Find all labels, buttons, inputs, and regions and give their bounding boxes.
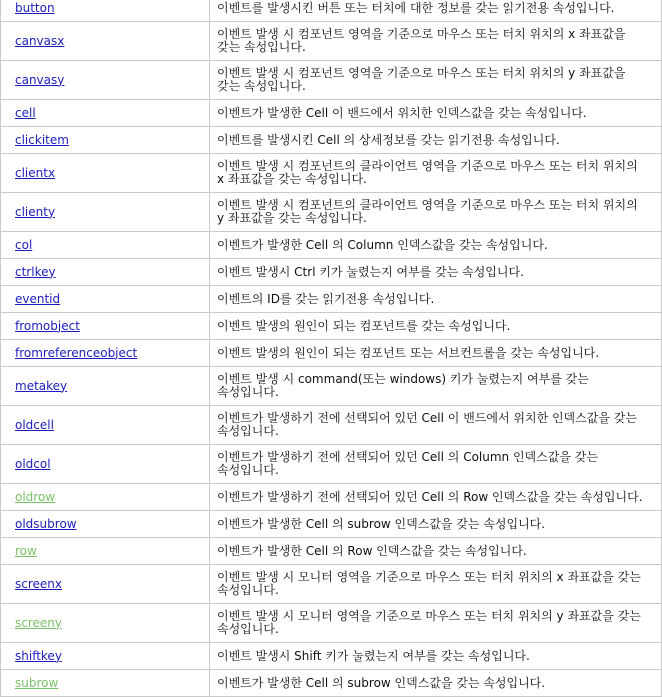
property-description: 이벤트가 발생한 Cell 의 subrow 인덱스값을 갖는 속성입니다.	[210, 511, 662, 538]
property-table-body	[1, 0, 662, 697]
property-link-button[interactable]: button	[15, 0, 55, 15]
property-description: 이벤트 발생시 Ctrl 키가 눌렸는지 여부를 갖는 속성입니다.	[210, 259, 662, 286]
property-description: 이벤트 발생 시 컴포넌트 영역을 기준으로 마우스 또는 터치 위치의 y 좌표값을 갖는 속성입니다.	[210, 61, 662, 100]
property-description: 이벤트 발생의 원인이 되는 컴포넌트를 갖는 속성입니다.	[210, 313, 662, 340]
property-link-clienty[interactable]: clienty	[15, 204, 56, 219]
property-link-oldcell[interactable]: oldcell	[15, 417, 54, 432]
property-name-cell	[1, 193, 210, 232]
property-description: 이벤트 발생 시 컴포넌트의 클라이언트 영역을 기준으로 마우스 또는 터치 위치의 y 좌표값을 갖는 속성입니다.	[210, 193, 662, 232]
table-row	[1, 0, 662, 22]
property-name-cell	[1, 313, 210, 340]
property-name-cell	[1, 22, 210, 61]
property-description: 이벤트가 발생한 Cell 의 Row 인덱스값을 갖는 속성입니다.	[210, 538, 662, 565]
table-row	[1, 127, 662, 154]
table-row	[1, 193, 662, 232]
table-row	[1, 367, 662, 406]
property-link-oldsubrow[interactable]: oldsubrow	[15, 516, 77, 531]
property-description: 이벤트의 ID를 갖는 읽기전용 속성입니다.	[210, 286, 662, 313]
property-link-fromobject[interactable]: fromobject	[15, 318, 80, 333]
property-name-cell	[1, 670, 210, 697]
table-row	[1, 313, 662, 340]
property-description: 이벤트 발생 시 컴포넌트의 클라이언트 영역을 기준으로 마우스 또는 터치 위치의 x 좌표값을 갖는 속성입니다.	[210, 154, 662, 193]
table-row	[1, 538, 662, 565]
property-link-cell[interactable]: cell	[15, 105, 36, 120]
property-description: 이벤트를 발생시킨 버튼 또는 터치에 대한 정보를 갖는 읽기전용 속성입니다.	[210, 0, 662, 22]
table-row	[1, 445, 662, 484]
property-name-cell	[1, 445, 210, 484]
table-row	[1, 232, 662, 259]
property-link-row[interactable]: row	[15, 543, 37, 558]
table-row	[1, 604, 662, 643]
table-row	[1, 643, 662, 670]
property-link-oldrow[interactable]: oldrow	[15, 489, 56, 504]
property-description: 이벤트가 발생한 Cell 의 Column 인덱스값을 갖는 속성입니다.	[210, 232, 662, 259]
property-link-screenx[interactable]: screenx	[15, 576, 62, 591]
property-link-col[interactable]: col	[15, 237, 33, 252]
property-description: 이벤트가 발생하기 전에 선택되어 있던 Cell 의 Column 인덱스값을 갖는 속성입니다.	[210, 445, 662, 484]
table-row	[1, 61, 662, 100]
property-name-cell	[1, 406, 210, 445]
table-row	[1, 565, 662, 604]
property-link-canvasx[interactable]: canvasx	[15, 33, 65, 48]
property-name-cell	[1, 61, 210, 100]
property-link-clickitem[interactable]: clickitem	[15, 132, 69, 147]
property-link-oldcol[interactable]: oldcol	[15, 456, 51, 471]
property-link-shiftkey[interactable]: shiftkey	[15, 648, 62, 663]
property-name-cell	[1, 154, 210, 193]
table-row	[1, 340, 662, 367]
property-link-eventid[interactable]: eventid	[15, 291, 61, 306]
property-description: 이벤트 발생 시 모니터 영역을 기준으로 마우스 또는 터치 위치의 y 좌표값을 갖는 속성입니다.	[210, 604, 662, 643]
table-row	[1, 406, 662, 445]
property-description: 이벤트 발생 시 컴포넌트 영역을 기준으로 마우스 또는 터치 위치의 x 좌표값을 갖는 속성입니다.	[210, 22, 662, 61]
table-row	[1, 22, 662, 61]
property-description: 이벤트가 발생한 Cell 이 밴드에서 위치한 인덱스값을 갖는 속성입니다.	[210, 100, 662, 127]
property-name-cell	[1, 604, 210, 643]
table-row	[1, 484, 662, 511]
property-description: 이벤트가 발생한 Cell 의 subrow 인덱스값을 갖는 속성입니다.	[210, 670, 662, 697]
property-name-cell	[1, 565, 210, 604]
property-name-cell	[1, 127, 210, 154]
property-link-clientx[interactable]: clientx	[15, 165, 56, 180]
table-row	[1, 100, 662, 127]
property-description: 이벤트를 발생시킨 Cell 의 상세정보를 갖는 읽기전용 속성입니다.	[210, 127, 662, 154]
property-link-ctrlkey[interactable]: ctrlkey	[15, 264, 56, 279]
property-link-screeny[interactable]: screeny	[15, 615, 62, 630]
property-name-cell	[1, 538, 210, 565]
property-description: 이벤트가 발생하기 전에 선택되어 있던 Cell 의 Row 인덱스값을 갖는 속성입니다.	[210, 484, 662, 511]
property-name-cell	[1, 643, 210, 670]
property-name-cell	[1, 0, 210, 22]
property-link-metakey[interactable]: metakey	[15, 378, 68, 393]
table-row	[1, 154, 662, 193]
property-name-cell	[1, 340, 210, 367]
property-name-cell	[1, 484, 210, 511]
table-row	[1, 286, 662, 313]
property-name-cell	[1, 100, 210, 127]
property-link-canvasy[interactable]: canvasy	[15, 72, 65, 87]
property-name-cell	[1, 511, 210, 538]
property-name-cell	[1, 286, 210, 313]
table-row	[1, 670, 662, 697]
property-link-subrow[interactable]: subrow	[15, 675, 59, 690]
property-name-cell	[1, 367, 210, 406]
property-name-cell	[1, 259, 210, 286]
property-description: 이벤트가 발생하기 전에 선택되어 있던 Cell 이 밴드에서 위치한 인덱스값을 갖는 속성입니다.	[210, 406, 662, 445]
table-row	[1, 511, 662, 538]
property-name-cell	[1, 232, 210, 259]
table-row	[1, 259, 662, 286]
property-link-fromreferenceobject[interactable]: fromreferenceobject	[15, 345, 138, 360]
property-description: 이벤트 발생의 원인이 되는 컴포넌트 또는 서브컨트롤을 갖는 속성입니다.	[210, 340, 662, 367]
property-description: 이벤트 발생 시 command(또는 windows) 키가 눌렸는지 여부를 갖는 속성입니다.	[210, 367, 662, 406]
property-description: 이벤트 발생 시 모니터 영역을 기준으로 마우스 또는 터치 위치의 x 좌표값을 갖는 속성입니다.	[210, 565, 662, 604]
property-description: 이벤트 발생시 Shift 키가 눌렸는지 여부를 갖는 속성입니다.	[210, 643, 662, 670]
